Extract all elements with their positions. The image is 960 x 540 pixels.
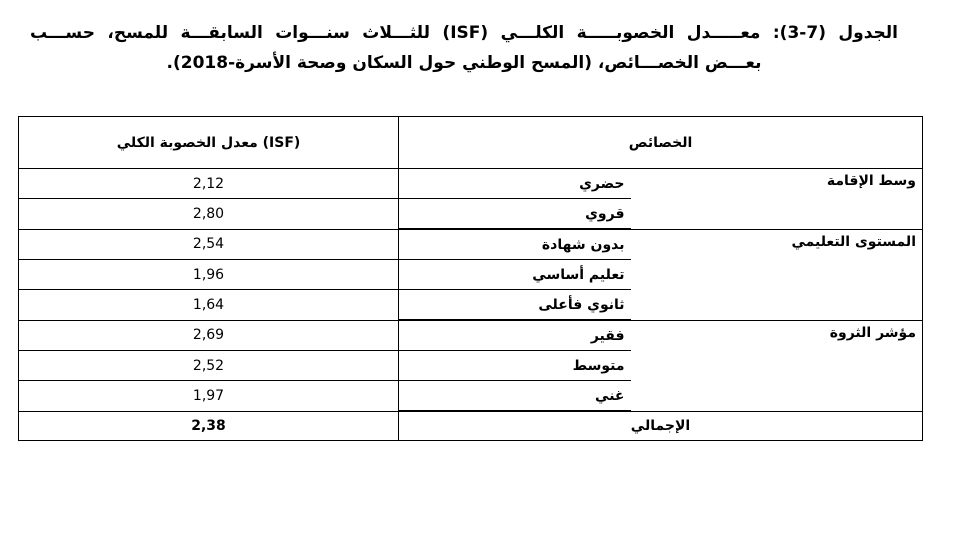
group-label: مؤشر الثروة xyxy=(631,320,923,411)
row-label: متوسط xyxy=(399,351,631,381)
row-value: 1,96 xyxy=(19,260,399,290)
row-label: بدون شهادة xyxy=(399,229,631,260)
row-value: 2,69 xyxy=(19,320,399,351)
header-value: معدل الخصوبة الكلي (ISF) xyxy=(19,117,399,169)
fertility-table xyxy=(18,116,923,441)
header-characteristics: الخصائص xyxy=(399,117,923,169)
table-header-row xyxy=(19,117,923,169)
row-label: ثانوي فأعلى xyxy=(399,290,631,321)
row-value: 2,80 xyxy=(19,199,399,230)
row-label: حضري xyxy=(399,169,631,199)
row-value: 2,12 xyxy=(19,169,399,199)
row-value: 2,52 xyxy=(19,351,399,381)
table-caption xyxy=(30,18,898,78)
caption-line-1: الجدول (7-3): معـــــدل الخصوبـــــة الكلـــي (ISF) للثـــلاث سنـــوات السابقـــة للمسح، حســـب xyxy=(30,23,898,43)
table-row xyxy=(19,169,923,199)
group-label: المستوى التعليمي xyxy=(631,229,923,320)
row-value: 1,97 xyxy=(19,381,399,412)
row-label: تعليم أساسي xyxy=(399,260,631,290)
total-value: 2,38 xyxy=(19,411,399,441)
table-row xyxy=(19,229,923,260)
row-label: فقير xyxy=(399,320,631,351)
row-value: 2,54 xyxy=(19,229,399,260)
total-row xyxy=(19,411,923,441)
group-label: وسط الإقامة xyxy=(631,169,923,230)
row-value: 1,64 xyxy=(19,290,399,321)
row-label: غني xyxy=(399,381,631,412)
table-row xyxy=(19,320,923,351)
total-label: الإجمالي xyxy=(399,411,923,441)
row-label: قروي xyxy=(399,199,631,230)
caption-line-2: بعـــض الخصـــائص، (المسح الوطني حول السكان وصحة الأسرة-2018). xyxy=(166,53,762,73)
